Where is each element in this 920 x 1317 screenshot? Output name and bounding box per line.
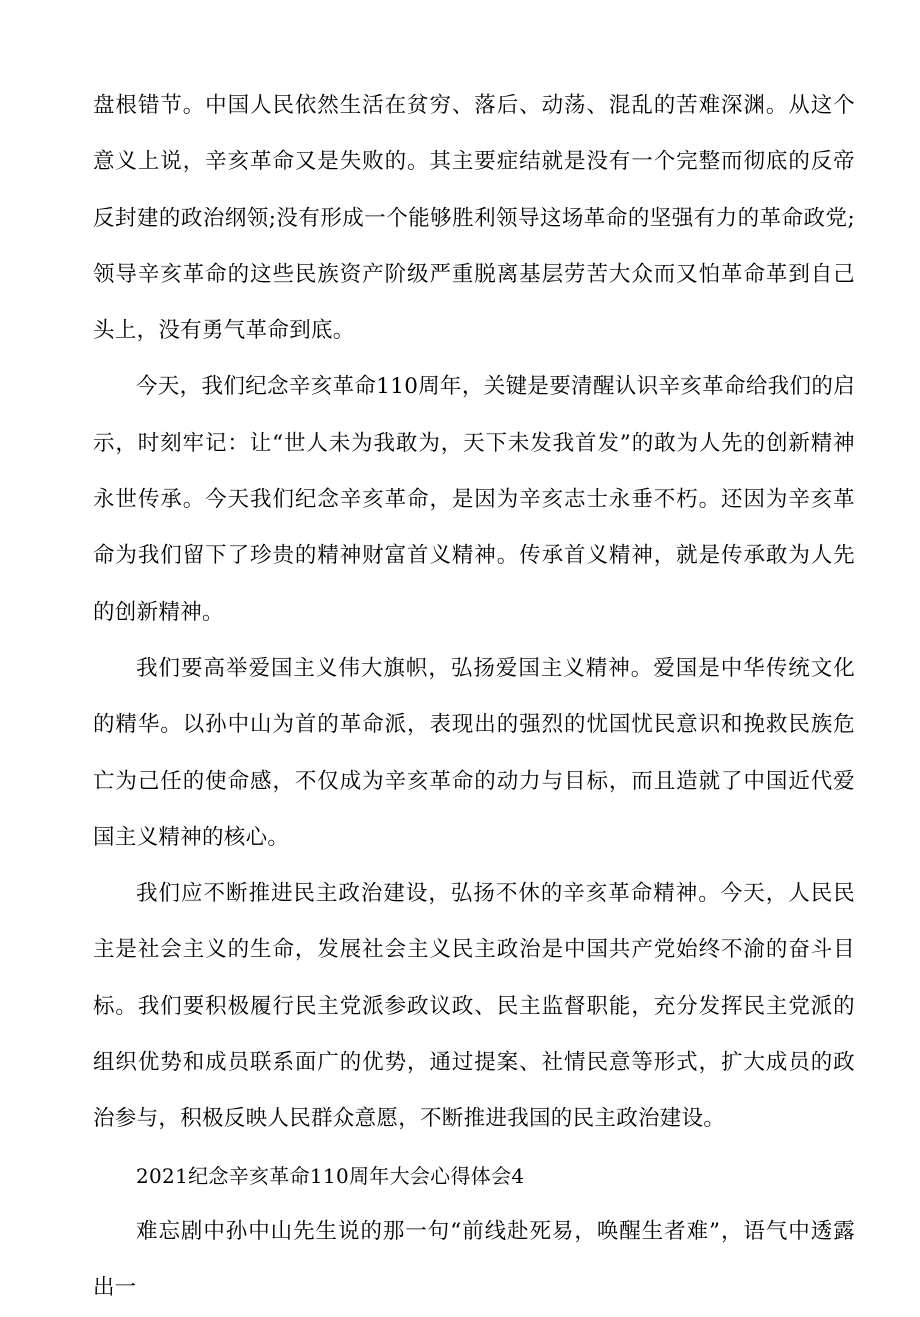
paragraph-sun-yatsen-quote: 难忘剧中孙中山先生说的那一句“前线赴死易，唤醒生者难”，语气中透露出一 (93, 1218, 855, 1301)
document-page (93, 78, 855, 1317)
paragraph-patriotism: 我们要高举爱国主义伟大旗帜，弘扬爱国主义精神。爱国是中华传统文化的精华。以孙中山为首的革命派，表现出的强烈的忧国忧民意识和挽救民族危亡为己任的使命感，不仅成为辛亥革命的动力与目标，而且造就了中国近代爱国主义精神的核心。 (93, 655, 855, 850)
section-heading: 2021纪念辛亥革命110周年大会心得体会4 (136, 1163, 525, 1188)
paragraph-democratic-politics: 我们应不断推进民主政治建设，弘扬不休的辛亥革命精神。今天，人民民主是社会主义的生命，发展社会主义民主政治是中国共产党始终不渝的奋斗目标。我们要积极履行民主党派参政议政、民主监督职能，充分发挥民主党派的组织优势和成员联系面广的优势，通过提案、社情民意等形式，扩大成员的政治参与，积极反映人民群众意愿，不断推进我国的民主政治建设。 (93, 881, 855, 1132)
paragraph-commemoration-enlightenment: 今天，我们纪念辛亥革命110周年，关键是要清醒认识辛亥革命给我们的启示，时刻牢记：让“世人未为我敢为，天下未发我首发”的敢为人先的创新精神永世传承。今天我们纪念辛亥革命，是因为辛亥志士永垂不朽。还因为辛亥革命为我们留下了珍贵的精神财富首义精神。传承首义精神，就是传承敢为人先的创新精神。 (93, 374, 855, 625)
paragraph-revolution-failure: 盘根错节。中国人民依然生活在贫穷、落后、动荡、混乱的苦难深渊。从这个意义上说，辛亥革命又是失败的。其主要症结就是没有一个完整而彻底的反帝反封建的政治纲领;没有形成一个能够胜利领导这场革命的坚强有力的革命政党;领导辛亥革命的这些民族资产阶级严重脱离基层劳苦大众而又怕革命革到自己头上，没有勇气革命到底。 (93, 93, 855, 344)
